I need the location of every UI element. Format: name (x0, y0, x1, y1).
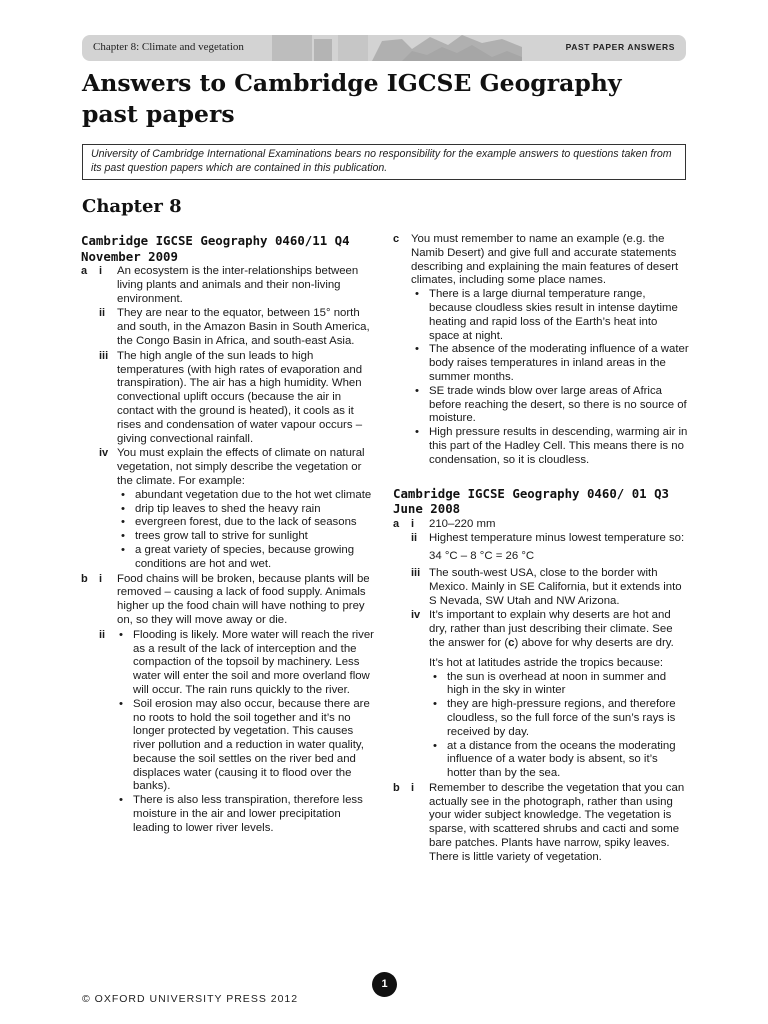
header-chapter-label: Chapter 8: Climate and vegetation (93, 41, 244, 53)
bullet-item: • The absence of the moderating influence of a water body raises temperatures in inland areas in the summer months. (411, 343, 689, 384)
answer-a-i-2008 (393, 518, 689, 532)
copyright-footer: © OXFORD UNIVERSITY PRESS 2012 (82, 993, 299, 1005)
answer-a-ii-2008 (393, 532, 689, 564)
answer-a-iii-2008 (393, 567, 689, 608)
header-texture-graphic (252, 35, 522, 61)
page-number-badge: 1 (372, 972, 397, 997)
right-column (393, 233, 689, 866)
answer-text-part: It’s important to explain why deserts are hot and dry, rather than just describing their climate. See the answer for ( (429, 609, 673, 649)
left-column (81, 233, 377, 837)
answer-text: An ecosystem is the inter-relationships between living plants and animals and their non-living environment. (117, 265, 359, 305)
answer-b-i (81, 573, 377, 628)
bullet-item: • There is also less transpiration, therefore less moisture in the air and lower precipitation leading to lower river levels. (115, 794, 377, 835)
answer-a-iii (81, 350, 377, 447)
roman-marker: iv (411, 609, 421, 622)
answer-c (393, 233, 689, 468)
bullet-item: • trees grow tall to strive for sunlight (117, 530, 377, 544)
roman-marker: ii (99, 628, 106, 641)
bullet-item: • There is a large diurnal temperature range, because cloudless skies result in intense daytime heating and rapid loss of the Earth’s heat into space at night. (411, 288, 689, 343)
answer-text: The high angle of the sun leads to high temperatures (with high rates of evaporation and transpiration). The air has a high humidity. When convectional uplift occurs (because the air in contact with the ground is heated), it cools as it rises and condensation of water vapour occurs – giving convectional rainfall. (117, 349, 363, 445)
question-marker: a (81, 265, 88, 277)
question-marker: b (393, 781, 400, 794)
running-header (82, 35, 686, 61)
answer-a-iv (81, 447, 377, 571)
page-title: Answers to Cambridge IGCSE Geography past papers (82, 69, 622, 128)
bullet-item: • at a distance from the oceans the moderating influence of a water body is absent, so it’s hotter than by the sea. (429, 740, 689, 781)
answer-text: Food chains will be broken, because plants will be removed – causing a lack of food supply. Animals higher up the food chain will have nothing to prey on, so they will move away or die. (117, 572, 370, 626)
answer-text-part: ) above for why deserts are dry. (514, 636, 674, 649)
bullet-item: • evergreen forest, due to the lack of seasons (117, 516, 377, 530)
paper-heading-2009: Cambridge IGCSE Geography 0460/11 Q4 November 2009 (81, 233, 350, 264)
answer-text (429, 609, 689, 650)
answer-text: They are near to the equator, between 15° north and south, in the Amazon Basin in South America, the Congo Basin in Africa, and south-east Asia. (117, 307, 370, 347)
answer-text: Remember to describe the vegetation that you can actually see in the photograph, rather than using your wider subject knowledge. The vegetation is sparse, with scattered shrubs and cacti and some bare patches. Plants have narrow, spiky leaves. There is little variety of vegetation. (429, 781, 685, 863)
roman-marker: i (411, 781, 415, 794)
bullet-item: • they are high-pressure regions, and therefore cloudless, so the full force of the sun’s rays is received by day. (429, 698, 689, 739)
question-marker: c (393, 233, 400, 245)
disclaimer-box: University of Cambridge International Examinations bears no responsibility for the example answers to questions taken from its past question papers which are contained in this publication. (82, 144, 686, 180)
bullet-item: • Soil erosion may also occur, because there are no roots to hold the soil together and it’s no longer protected by vegetation. This causes river pollution and a reduction in water quality, because the soil settles on the river bed and displaces water (causing it to flood over the banks). (115, 698, 377, 795)
question-marker: b (81, 572, 88, 585)
answer-a-ii (81, 307, 377, 348)
bullet-item: • Flooding is likely. More water will reach the river as a result of the lack of interception and the compaction of the topsoil by machinery. Less water will enter the soil and more overland flow will occur. The rain runs quickly to the river. (115, 629, 377, 698)
answer-b-i-2008 (393, 782, 689, 865)
answer-text: You must remember to name an example (e.g. the Namib Desert) and give full and accurate statements describing and explaining the main features of desert climates, including some place names. (411, 233, 679, 287)
roman-marker: iv (99, 447, 109, 460)
answer-b-ii (81, 629, 377, 836)
bullet-item: • High pressure results in descending, warming air in this part of the Hadley Cell. This means there is no condensation, so it is cloudless. (411, 426, 689, 467)
roman-marker: ii (99, 307, 106, 320)
roman-marker: i (99, 572, 103, 585)
roman-marker: i (99, 265, 103, 277)
roman-marker: iii (99, 349, 109, 362)
roman-marker: iii (411, 566, 421, 579)
bullet-item: • drip tip leaves to shed the heavy rain (117, 503, 377, 517)
question-marker: a (393, 517, 400, 530)
bullet-item: • SE trade winds blow over large areas of Africa before reaching the desert, so there is no source of moisture. (411, 385, 689, 426)
bullet-item: • abundant vegetation due to the hot wet climate (117, 489, 377, 503)
bullet-item: • a great variety of species, because growing conditions are hot and wet. (117, 544, 377, 572)
roman-marker: ii (411, 532, 418, 545)
bullet-item: • the sun is overhead at noon in summer and high in the sky in winter (429, 671, 689, 699)
paper-heading-2008: Cambridge IGCSE Geography 0460/ 01 Q3 June 2008 (393, 485, 670, 517)
answer-text: Highest temperature minus lowest temperature so: (429, 532, 685, 545)
answer-text: You must explain the effects of climate on natural vegetation, not simply describe the vegetation or the climate. For example: (117, 447, 365, 487)
answer-text-bold: c (508, 636, 515, 649)
header-section-label: PAST PAPER ANSWERS (565, 42, 675, 52)
answer-a-i (81, 265, 377, 306)
temperature-formula: 34 °C – 8 °C = 26 °C (429, 550, 535, 563)
answer-text: 210–220 mm (429, 517, 496, 530)
answer-a-iv-2008 (393, 609, 689, 781)
answer-text: The south-west USA, close to the border with Mexico. Mainly in SE California, but it extends into S Nevada, SW Utah and NW Arizona. (429, 566, 682, 607)
chapter-heading: Chapter 8 (82, 196, 182, 217)
answer-text-secondary: It’s hot at latitudes astride the tropics because: (429, 656, 664, 669)
roman-marker: i (411, 517, 415, 530)
